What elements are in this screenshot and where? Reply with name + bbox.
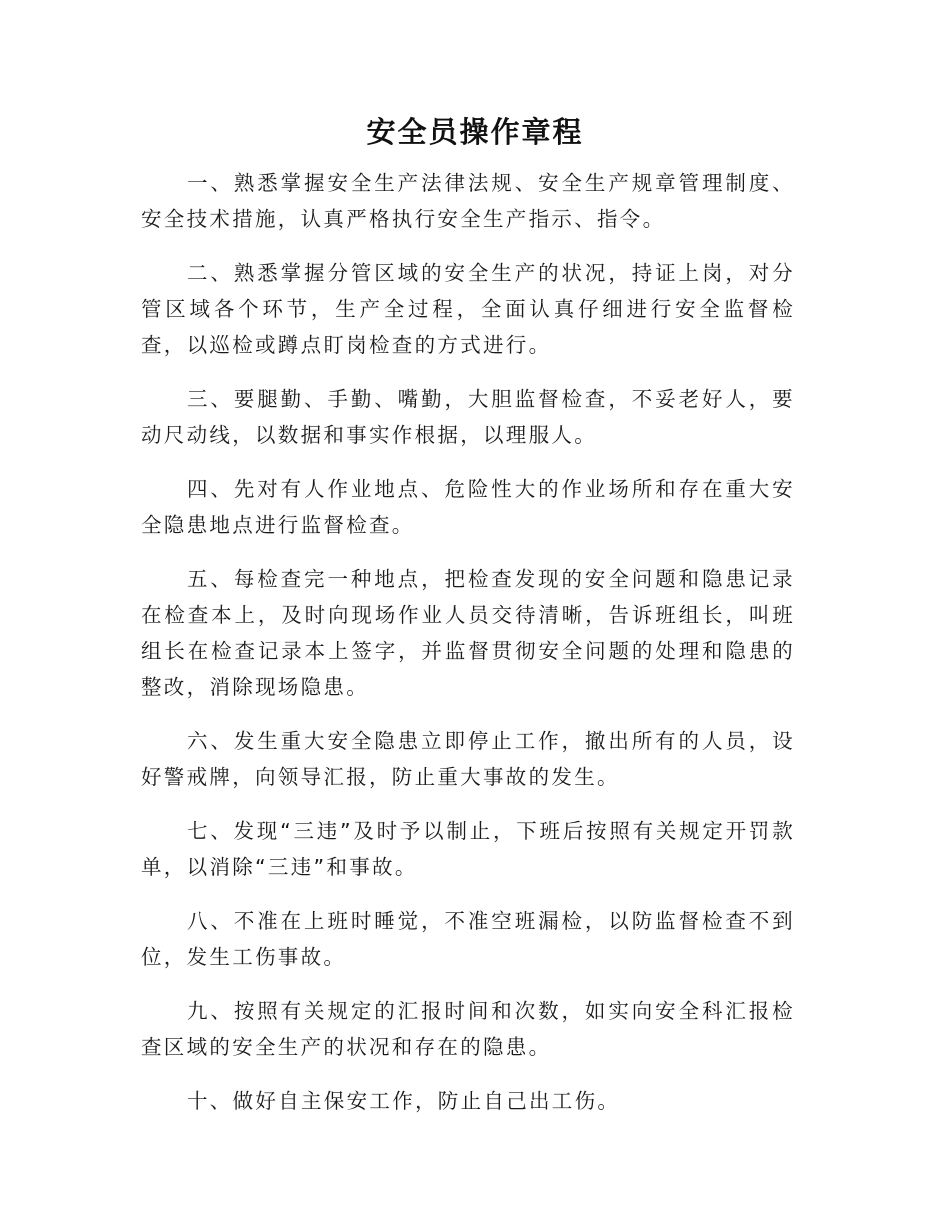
document-body xyxy=(141,165,795,1137)
paragraph-10: 十、做好自主保安工作，防止自己出工伤。 xyxy=(187,1089,621,1113)
document-title: 安全员操作章程 xyxy=(366,115,584,149)
paragraph-4: 四、先对有人作业地点、危险性大的作业场所和存在重大安全隐患地点进行监督检查。 xyxy=(141,477,795,537)
paragraph-1: 一、熟悉掌握安全生产法律法规、安全生产规章管理制度、安全技术措施，认真严格执行安全生产指示、指令。 xyxy=(141,171,795,231)
paragraph-2: 二、熟悉掌握分管区域的安全生产的状况，持证上岗，对分管区域各个环节，生产全过程，全面认真仔细进行安全监督检查，以巡检或蹲点盯岗检查的方式进行。 xyxy=(141,261,795,357)
paragraph-8: 八、不准在上班时睡觉，不准空班漏检，以防监督检查不到位，发生工伤事故。 xyxy=(141,909,795,969)
paragraph-9: 九、按照有关规定的汇报时间和次数，如实向安全科汇报检查区域的安全生产的状况和存在的隐患。 xyxy=(141,999,795,1059)
paragraph-7: 七、发现“三违”及时予以制止，下班后按照有关规定开罚款单，以消除“三违”和事故。 xyxy=(141,819,795,879)
paragraph-6: 六、发生重大安全隐患立即停止工作，撤出所有的人员，设好警戒牌，向领导汇报，防止重大事故的发生。 xyxy=(141,729,795,789)
paragraph-5: 五、每检查完一种地点，把检查发现的安全问题和隐患记录在检查本上，及时向现场作业人员交待清晰，告诉班组长，叫班组长在检查记录本上签字，并监督贯彻安全问题的处理和隐患的整改，消除现场隐患。 xyxy=(141,567,795,699)
paragraph-3: 三、要腿勤、手勤、嘴勤，大胆监督检查，不妥老好人，要动尺动线，以数据和事实作根据，以理服人。 xyxy=(141,387,795,447)
